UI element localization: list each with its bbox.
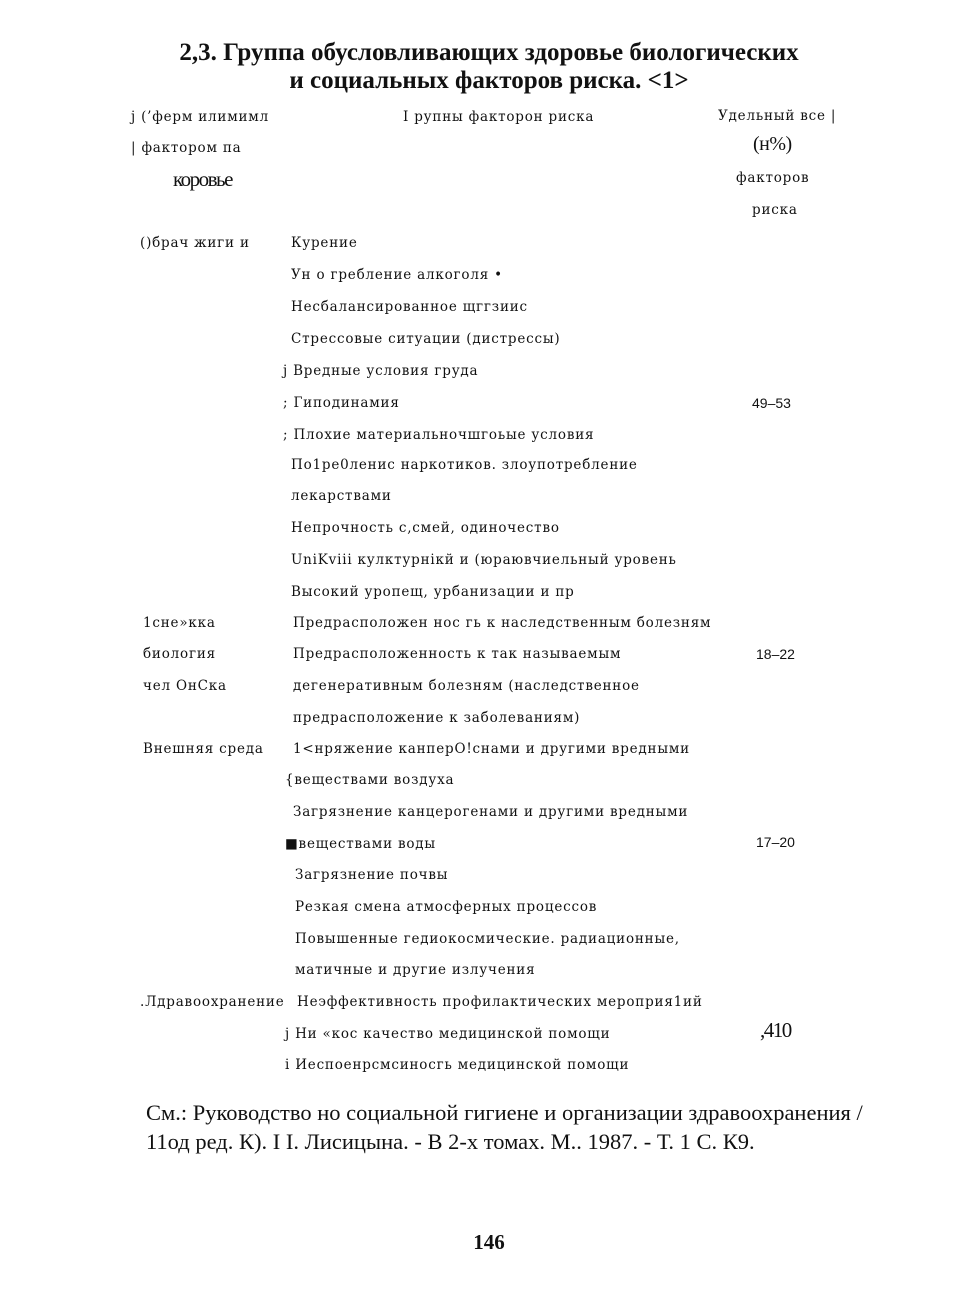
factor-item: Резкая смена атмосферных процессов xyxy=(295,899,598,915)
share-value: ,410 xyxy=(760,1018,791,1042)
factor-item: ■веществами воды xyxy=(285,836,436,852)
factor-item: По1ре0ленис наркотиков. злоупотребление xyxy=(291,457,638,473)
factor-item: Ун о гребление алкоголя • xyxy=(291,267,503,283)
header-share-line-2: (н%) xyxy=(753,133,792,155)
header-share-line-4: риска xyxy=(752,202,798,218)
share-value: 17–20 xyxy=(756,834,795,850)
page-number: 146 xyxy=(473,1230,505,1254)
page-title-line-2: и социальных факторов риска. <1> xyxy=(289,67,689,94)
page-title-line-1: 2,3. Группа обусловливающих здоровье биологических xyxy=(179,39,799,66)
factor-item: Курение xyxy=(291,235,358,251)
factor-item: ; Гиподинамия xyxy=(283,395,400,411)
factor-item: Неэффективность профилактических мероприя1ий xyxy=(297,994,703,1010)
header-share-line-3: факторов xyxy=(736,170,810,186)
share-value: 49–53 xyxy=(752,395,791,411)
factor-item: Загрязнение почвы xyxy=(295,867,449,883)
factor-item: лекарствами xyxy=(291,488,392,504)
factor-item: ; Плохие материальночшгоьые условия xyxy=(283,427,595,443)
header-group-line-2: | фактором па xyxy=(131,140,242,156)
factor-item: i Иеспоенрсмсиносгь медицинской помощи xyxy=(285,1057,630,1073)
factor-item: Предрасположен нос гь к наследственным болезням xyxy=(293,615,712,631)
group-label: .Лдравоохранение xyxy=(140,994,285,1010)
header-share-line-1: Удельный все | xyxy=(718,108,837,124)
factor-item: Повышенные гедиокосмические. радиационные, xyxy=(295,931,680,947)
factor-item: Высокий уропещ, урбанизации и пр xyxy=(291,584,575,600)
header-group-line-1: j (’ферм илимимл xyxy=(131,109,269,125)
group-label: ()брач жиги и xyxy=(140,235,250,251)
factor-item: Стрессовые ситуации (дистрессы) xyxy=(291,331,561,347)
group-label: биология xyxy=(143,646,216,662)
group-label: 1сне»кка xyxy=(143,615,216,631)
header-group-line-3: коровье xyxy=(173,167,232,191)
factor-item: Непрочность с,смей, одиночество xyxy=(291,520,560,536)
factor-item: j Ни «кос качество медицинской помощи xyxy=(285,1026,611,1042)
factor-item: матичные и другие излучения xyxy=(295,962,536,978)
factor-item: {веществами воздуха xyxy=(285,772,455,788)
factor-item: дегенеративным болезням (наследственное xyxy=(293,678,640,694)
footnote: См.: Руководство но социальной гигиене и организации здравоохранения / 11од ред. К). I I. Лисицына. - В 2-х томах. М.. 1987. - Т. 1 С. К9. xyxy=(146,1100,863,1154)
share-value: 18–22 xyxy=(756,646,795,662)
factor-item: предрасположение к заболеваниям) xyxy=(293,710,581,726)
factor-item: 1<нряжение канперО!снами и другими вредными xyxy=(293,741,690,757)
factor-item: Загрязнение канцерогенами и другими вредными xyxy=(293,804,689,820)
factor-item: UniKviii кулктурнікй и (юраювчиельный уровень xyxy=(291,552,677,568)
factor-item: Несбалансированное щггзиис xyxy=(291,299,528,315)
header-factor-groups: I рупны факторон риска xyxy=(403,109,595,125)
group-label: чел ОнСка xyxy=(143,678,227,694)
factor-item: Предрасположенность к так называемым xyxy=(293,646,622,662)
factor-item: j Вредные условия груда xyxy=(283,363,479,379)
group-label: Внешняя среда xyxy=(143,741,264,757)
